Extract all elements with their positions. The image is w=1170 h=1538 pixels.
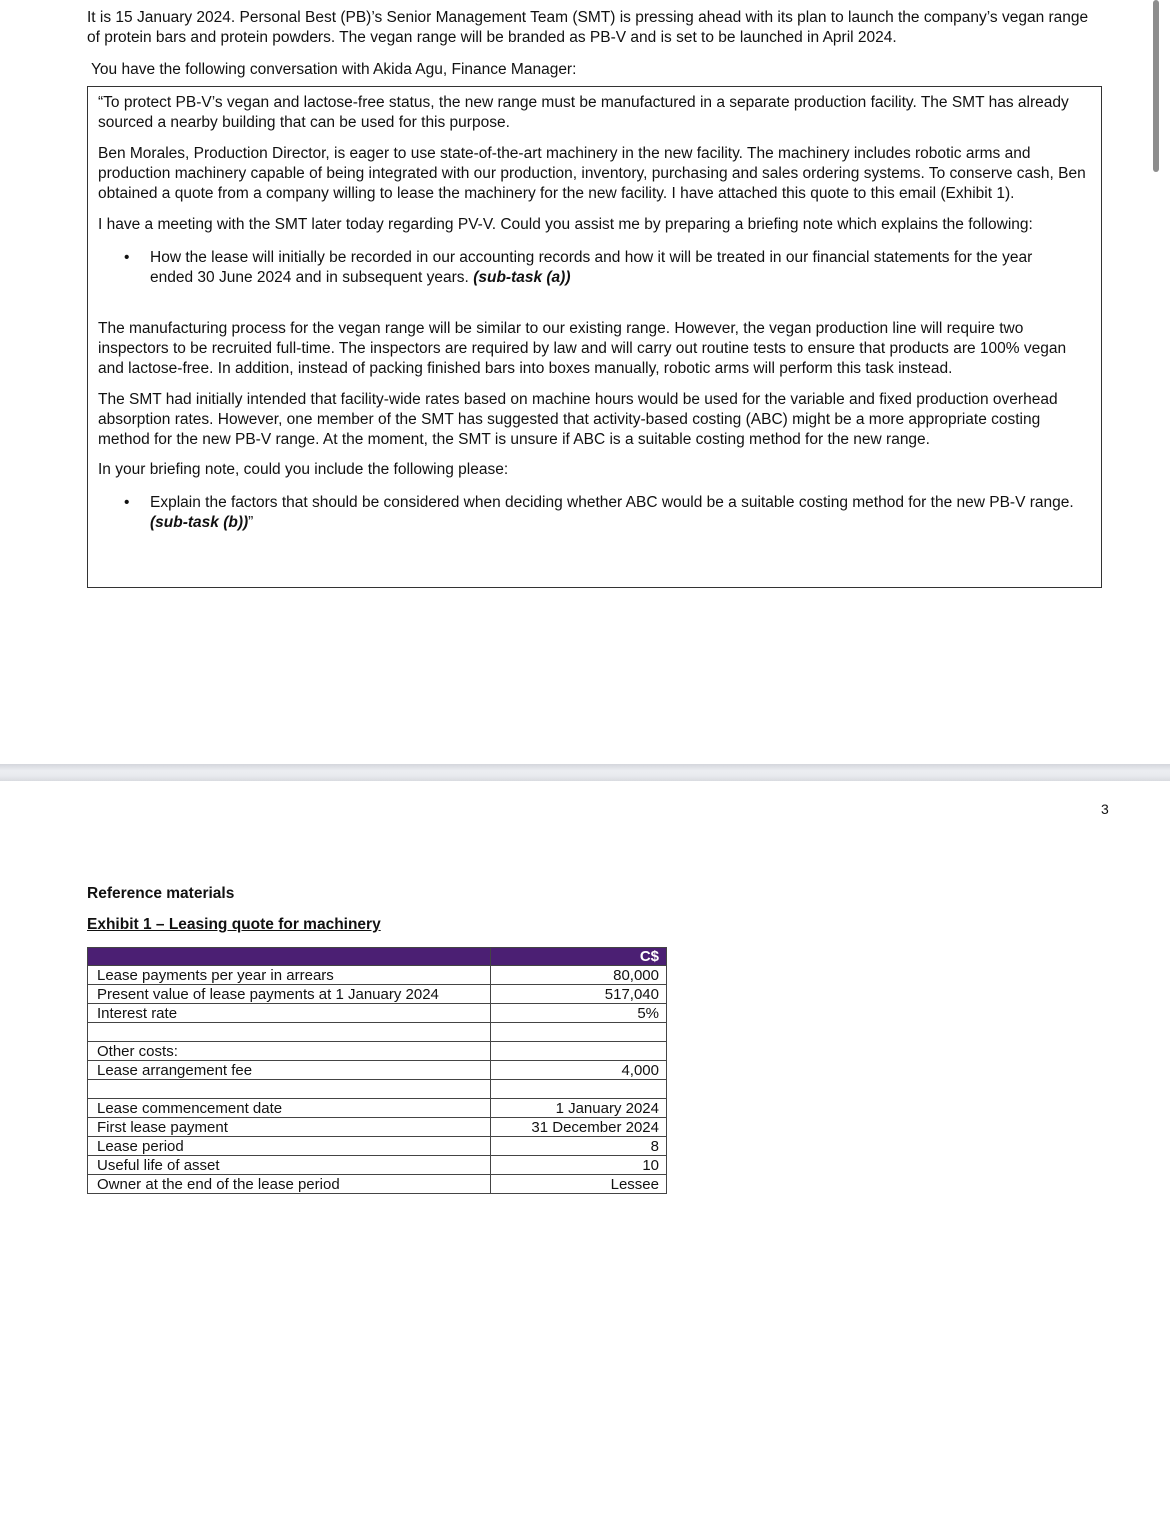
conversation-box — [87, 86, 1102, 588]
box-paragraph-5: The SMT had initially intended that facility-wide rates based on machine hours would be used for the variable and fixed production overhead absorption rates. However, one member of the SMT has suggested that activity-based costing (ABC) might be a more appropriate costing method for the new PB-V range. At the moment, the SMT is unsure if ABC is a suitable costing method for the new range. — [98, 391, 1058, 448]
box-paragraph-2: Ben Morales, Production Director, is eager to use state-of-the-art machinery in the new facility. The machinery includes robotic arms and production machinery capable of being integrated with our production, inventory, purchasing and sales ordering systems. To conserve cash, Ben obtained a quote from a company willing to lease the machinery for the new facility. I have attached this quote to this email (Exhibit 1). — [98, 145, 1086, 202]
row-value — [491, 1023, 667, 1042]
row-value: 5% — [491, 1004, 667, 1023]
table-row — [88, 966, 667, 985]
table-row — [88, 985, 667, 1004]
table-row — [88, 1042, 667, 1061]
table-row — [88, 1004, 667, 1023]
row-value: Lessee — [491, 1175, 667, 1194]
row-label: Lease period — [88, 1137, 491, 1156]
bullet-icon: • — [124, 249, 130, 266]
closing-quote: ” — [248, 514, 254, 531]
table-header-row — [88, 948, 667, 966]
row-value: 1 January 2024 — [491, 1099, 667, 1118]
row-value: 517,040 — [491, 985, 667, 1004]
box-paragraph-6: In your briefing note, could you include the following please: — [98, 461, 509, 478]
table-row — [88, 1061, 667, 1080]
bullet-icon: • — [124, 494, 130, 511]
sub-task-b-tag: (sub-task (b)) — [150, 514, 249, 531]
intro-paragraph: It is 15 January 2024. Personal Best (PB)’s Senior Management Team (SMT) is pressing ahead with its plan to launch the company’s vegan range of protein bars and protein powders. The vegan range will be branded as PB-V and is set to be launched in April 2024. — [87, 9, 1089, 46]
table-row — [88, 1080, 667, 1099]
row-label: Interest rate — [88, 1004, 491, 1023]
row-value: 4,000 — [491, 1061, 667, 1080]
box-paragraph-4: The manufacturing process for the vegan range will be similar to our existing range. However, the vegan production line will require two inspectors to be recruited full-time. The inspectors are required by law and will carry out routine tests to ensure that products are 100% vegan and lactose-free. In addition, instead of packing finished bars into boxes manually, robotic arms will perform this task instead. — [98, 320, 1067, 377]
row-label — [88, 1080, 491, 1099]
bullet-a-text: How the lease will initially be recorded in our accounting records and how it will be treated in our financial statements for the year ended 30 June 2024 and in subsequent years. — [150, 249, 1033, 286]
row-value — [491, 1042, 667, 1061]
table-row — [88, 1099, 667, 1118]
row-value: 31 December 2024 — [491, 1118, 667, 1137]
row-label: Owner at the end of the lease period — [88, 1175, 491, 1194]
row-value: 10 — [491, 1156, 667, 1175]
row-label: Lease payments per year in arrears — [88, 966, 491, 985]
row-label — [88, 1023, 491, 1042]
table-row — [88, 1023, 667, 1042]
bullet-sub-task-a — [124, 248, 1074, 288]
page-number: 3 — [1101, 801, 1109, 817]
conversation-intro: You have the following conversation with Akida Agu, Finance Manager: — [91, 61, 577, 78]
box-paragraph-3: I have a meeting with the SMT later today regarding PV-V. Could you assist me by preparing a briefing note which explains the following: — [98, 216, 1033, 233]
row-label: Other costs: — [88, 1042, 491, 1061]
header-currency: C$ — [491, 948, 667, 966]
row-label: First lease payment — [88, 1118, 491, 1137]
row-value: 80,000 — [491, 966, 667, 985]
row-value — [491, 1080, 667, 1099]
document-page-1 — [0, 0, 1170, 764]
table-row — [88, 1137, 667, 1156]
row-label: Present value of lease payments at 1 January 2024 — [88, 985, 491, 1004]
table-row — [88, 1175, 667, 1194]
exhibit-1-title: Exhibit 1 – Leasing quote for machinery — [87, 916, 381, 933]
header-label-cell — [88, 948, 491, 966]
row-label: Useful life of asset — [88, 1156, 491, 1175]
row-label: Lease commencement date — [88, 1099, 491, 1118]
row-value: 8 — [491, 1137, 667, 1156]
lease-quote-table — [87, 947, 667, 1194]
lease-table-body — [88, 966, 667, 1194]
page-separator — [0, 764, 1170, 781]
box-paragraph-1: “To protect PB-V’s vegan and lactose-free status, the new range must be manufactured in a separate production facility. The SMT has already sourced a nearby building that can be used for this purpose. — [98, 94, 1069, 131]
row-label: Lease arrangement fee — [88, 1061, 491, 1080]
bullet-sub-task-b — [124, 493, 1074, 533]
bullet-b-text: Explain the factors that should be considered when deciding whether ABC would be a suitable costing method for the new PB-V range. — [150, 494, 1074, 511]
table-row — [88, 1118, 667, 1137]
document-page-2 — [0, 781, 1170, 1538]
scrollbar-thumb[interactable] — [1153, 0, 1159, 172]
reference-materials-heading: Reference materials — [87, 885, 235, 902]
sub-task-a-tag: (sub-task (a)) — [473, 269, 571, 286]
table-row — [88, 1156, 667, 1175]
